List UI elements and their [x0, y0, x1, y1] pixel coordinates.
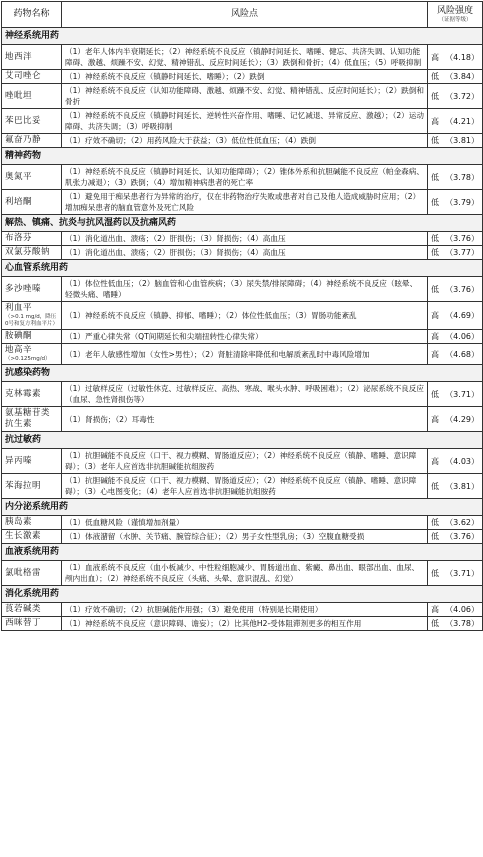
drug-name: 多沙唑嗪: [5, 283, 42, 294]
risk-level-cell: [428, 134, 483, 148]
risk-score: （3.78）: [445, 619, 479, 628]
table-row: [2, 302, 483, 330]
drug-dose-note: （>0.125mg/d）: [5, 356, 51, 362]
risk-level: 低: [431, 197, 439, 207]
drug-name: 胰岛素: [5, 517, 33, 527]
risk-points: （1）严重心律失常（QT间期延长和尖端扭转性心律失常）: [62, 330, 428, 344]
risk-level: 高: [431, 414, 439, 424]
risk-points: （1）神经系统不良反应（镇静时间延长、嗜睡）；（2）跌倒: [62, 70, 428, 84]
category-row: [2, 148, 483, 165]
drug-name-cell: [2, 382, 62, 407]
risk-score: （4.06）: [445, 605, 479, 614]
risk-points: （1）过敏样反应（过敏性休克、过敏样反应、高热、寒战、喉头水肿、呼吸困难）；（2）泌尿系统不良反应（血尿、急性肾损伤等）: [62, 382, 428, 407]
risk-score: （3.71）: [445, 568, 479, 578]
category-row: [2, 215, 483, 232]
table-row: [2, 530, 483, 544]
table-row: [2, 516, 483, 530]
table-row: [2, 344, 483, 365]
risk-level: 高: [431, 332, 439, 341]
category-row: [2, 28, 483, 45]
drug-name-cell: [2, 516, 62, 530]
risk-level: 低: [431, 532, 439, 541]
risk-level: 低: [431, 619, 439, 628]
risk-score: （3.78）: [445, 172, 479, 182]
table-row: [2, 134, 483, 148]
drug-name-cell: [2, 190, 62, 215]
table-row: [2, 109, 483, 134]
risk-level: 低: [431, 91, 439, 101]
drug-name-cell: [2, 246, 62, 260]
risk-points: （1）神经系统不良反应（镇静时间延长、逆转性兴奋作用、嗜睡、记忆减退、异常反应、激越）；（2）运动障碍、共济失调；（3）呼吸抑制: [62, 109, 428, 134]
risk-points: （1）消化道出血、溃疡；（2）肝损伤；（3）肾损伤；（4）高血压: [62, 232, 428, 246]
risk-level: 低: [431, 568, 439, 578]
category-title: 抗感染药物: [2, 365, 483, 382]
table-row: [2, 45, 483, 70]
risk-points: （1）血液系统不良反应（血小板减少、中性粒细胞减少、胃肠道出血、紫癜、鼻出血、眼部出血、血尿、颅内出血）；（2）神经系统不良反应（头痛、头晕、意识混乱、幻觉）: [62, 561, 428, 586]
risk-points: （1）疗效不确切；（2）用药风险大于获益；（3）低位性低血压；（4）跌倒: [62, 134, 428, 148]
risk-level-cell: [428, 190, 483, 215]
risk-level-cell: [428, 474, 483, 499]
risk-level: 低: [431, 248, 439, 257]
risk-points: （1）老年人体内半衰期延长；（2）神经系统不良反应（镇静时间延长、嗜睡、健忘、共济失调、认知功能障碍、激越、烦躁不安、幻觉、精神错乱、反应时间延长）；（3）跌倒和骨折；（4）低血压；（5）呼吸抑制: [62, 45, 428, 70]
drug-name-cell: [2, 530, 62, 544]
table-row: [2, 190, 483, 215]
risk-points: （1）神经系统不良反应（镇静、抑郁、嗜睡）；（2）体位性低血压；（3）胃肠功能紊乱: [62, 302, 428, 330]
risk-score: （3.76）: [445, 532, 479, 541]
category-row: [2, 365, 483, 382]
drug-name: 地高辛: [5, 345, 33, 355]
risk-points: （1）老年人敏感性增加（女性>男性）；（2）肾脏清除率降低和电解质紊乱时中毒风险增加: [62, 344, 428, 365]
category-row: [2, 260, 483, 277]
category-row: [2, 432, 483, 449]
risk-points: （1）体液潴留（水肿、关节痛、腕管综合征）；（2）男子女性型乳房；（3）空腹血糖受损: [62, 530, 428, 544]
risk-level: 低: [431, 518, 439, 527]
risk-level-cell: [428, 382, 483, 407]
drug-name-cell: [2, 232, 62, 246]
risk-score: （4.18）: [445, 52, 479, 62]
drug-name-cell: [2, 407, 62, 432]
table-row: [2, 277, 483, 302]
header-drug-name: 药物名称: [2, 2, 62, 28]
drug-name: 苯巴比妥: [5, 115, 42, 126]
table-row: [2, 232, 483, 246]
table-row: [2, 165, 483, 190]
risk-level: 低: [431, 136, 439, 145]
drug-name-cell: [2, 70, 62, 84]
risk-level-cell: [428, 84, 483, 109]
risk-level: 低: [431, 481, 439, 491]
category-row: [2, 586, 483, 603]
risk-level-cell: [428, 516, 483, 530]
category-row: [2, 499, 483, 516]
drug-name: 氯吡格雷: [5, 567, 42, 578]
category-title: 解热、镇痛、抗炎与抗风湿药以及抗痛风药: [2, 215, 483, 232]
risk-points: （1）神经系统不良反应（意识障碍、谵妄）；（2）比其他H2-受体阻滞剂更多的相互作用: [62, 617, 428, 631]
risk-level: 高: [431, 456, 439, 466]
category-row: [2, 544, 483, 561]
table-row: [2, 382, 483, 407]
risk-level: 高: [431, 311, 439, 320]
table-row: [2, 617, 483, 631]
drug-name: 西咪替丁: [5, 618, 42, 628]
risk-score: （4.69）: [445, 311, 479, 320]
risk-score: （4.29）: [445, 414, 479, 424]
drug-name-cell: [2, 474, 62, 499]
drug-name: 胺碘酮: [5, 331, 33, 341]
drug-name: 艾司唑仑: [5, 71, 42, 81]
risk-level-cell: [428, 561, 483, 586]
risk-points: （1）消化道出血、溃疡；（2）肝损伤；（3）肾损伤；（4）高血压: [62, 246, 428, 260]
risk-score: （4.21）: [445, 116, 479, 126]
risk-level: 高: [431, 52, 439, 62]
risk-level: 低: [431, 72, 439, 81]
risk-score: （3.81）: [445, 481, 479, 491]
risk-level-cell: [428, 232, 483, 246]
risk-level-cell: [428, 302, 483, 330]
risk-score: （3.76）: [445, 284, 479, 294]
table-row: [2, 561, 483, 586]
drug-name-cell: [2, 330, 62, 344]
drug-name: 唑吡坦: [5, 90, 33, 101]
risk-score: （3.79）: [445, 197, 479, 207]
risk-level: 高: [431, 349, 439, 359]
drug-name: 克林霉素: [5, 388, 42, 399]
risk-points: （1）体位性低血压；（2）脑血管和心血管疾病；（3）尿失禁/排尿障碍；（4）神经系统不良反应（眩晕、轻微头痛、嗜睡）: [62, 277, 428, 302]
drug-name-cell: [2, 277, 62, 302]
header-risk-level-sub: （证据等级）: [438, 16, 472, 23]
risk-level: 高: [431, 116, 439, 126]
risk-points: （1）避免用于痴呆患者行为异常的治疗，仅在非药物治疗失败或患者对自己及他人造成威胁时应用；（2）增加痴呆患者的脑血管意外及死亡风险: [62, 190, 428, 215]
table-row: [2, 474, 483, 499]
category-title: 血液系统用药: [2, 544, 483, 561]
risk-points: （1）肾损伤；（2）耳毒性: [62, 407, 428, 432]
table-row: [2, 407, 483, 432]
risk-level-cell: [428, 407, 483, 432]
risk-level: 高: [431, 605, 439, 614]
category-title: 心血管系统用药: [2, 260, 483, 277]
risk-score: （4.68）: [445, 349, 479, 359]
risk-level-cell: [428, 165, 483, 190]
drug-name-cell: [2, 344, 62, 365]
risk-score: （3.71）: [445, 389, 479, 399]
drug-name-cell: [2, 302, 62, 330]
header-risk-level-label: 风险强度: [436, 5, 473, 16]
drug-name: 生长激素: [5, 531, 42, 541]
drug-name: 地西泮: [5, 51, 33, 62]
risk-points: （1）抗胆碱能不良反应（口干、视力模糊、胃肠道反应）；（2）神经系统不良反应（镇静、嗜睡、意识障碍）；（3）心电图变化；（4）老年人应首选非抗胆碱能抗组胺药: [62, 474, 428, 499]
risk-score: （3.77）: [445, 248, 479, 257]
drug-name: 氟奋乃静: [5, 135, 42, 145]
risk-level: 低: [431, 234, 439, 243]
drug-name-cell: [2, 109, 62, 134]
table-row: [2, 84, 483, 109]
table-header-row: [2, 2, 483, 28]
drug-name: 奥氮平: [5, 171, 33, 182]
risk-level-cell: [428, 45, 483, 70]
risk-level-cell: [428, 277, 483, 302]
drug-name: 氨基糖苷类抗生素: [5, 408, 51, 429]
table-row: [2, 449, 483, 474]
risk-level: 低: [431, 389, 439, 399]
risk-level-cell: [428, 603, 483, 617]
table-row: [2, 330, 483, 344]
risk-score: （4.06）: [445, 332, 479, 341]
risk-points: （1）低血糖风险（谨慎增加剂量）: [62, 516, 428, 530]
drug-name-cell: [2, 165, 62, 190]
category-title: 精神药物: [2, 148, 483, 165]
risk-level-cell: [428, 246, 483, 260]
risk-score: （4.03）: [445, 456, 479, 466]
drug-name-cell: [2, 84, 62, 109]
drug-name: 双氯芬酸钠: [5, 247, 51, 257]
risk-score: （3.62）: [445, 518, 479, 527]
drug-name: 利血平: [5, 303, 33, 313]
drug-name: 利培酮: [5, 196, 33, 207]
risk-points: （1）神经系统不良反应（认知功能障碍、激越、烦躁不安、幻觉、精神错乱、反应时间延长）；（2）跌倒和骨折: [62, 84, 428, 109]
risk-level-cell: [428, 109, 483, 134]
risk-level-cell: [428, 70, 483, 84]
risk-table: [1, 1, 483, 631]
drug-name-cell: [2, 134, 62, 148]
drug-name-cell: [2, 561, 62, 586]
risk-level-cell: [428, 344, 483, 365]
drug-name: 异丙嗪: [5, 455, 33, 466]
category-title: 神经系统用药: [2, 28, 483, 45]
risk-level-cell: [428, 449, 483, 474]
category-title: 内分泌系统用药: [2, 499, 483, 516]
risk-score: （3.72）: [445, 91, 479, 101]
risk-score: （3.76）: [445, 234, 479, 243]
risk-points: （1）疗效不确切；（2）抗胆碱能作用强；（3）避免使用（特别是长期使用）: [62, 603, 428, 617]
drug-name-cell: [2, 449, 62, 474]
drug-name: 苯海拉明: [5, 480, 42, 491]
drug-name-cell: [2, 45, 62, 70]
drug-name: 莨菪碱类: [5, 604, 42, 614]
risk-points: （1）神经系统不良反应（镇静时间延长、认知功能障碍）；（2）锥体外系和抗胆碱能不良反应（帕金森病、肌张力减退）；（3）跌倒；（4）增加精神病患者的死亡率: [62, 165, 428, 190]
risk-points: （1）抗胆碱能不良反应（口干、视力模糊、胃肠道反应）；（2）神经系统不良反应（镇静、嗜睡、意识障碍）；（3）老年人应首选非抗胆碱能抗组胺药: [62, 449, 428, 474]
drug-name: 布洛芬: [5, 233, 33, 243]
header-risk-points: 风险点: [62, 2, 428, 28]
table-row: [2, 70, 483, 84]
risk-level-cell: [428, 330, 483, 344]
risk-level-cell: [428, 530, 483, 544]
risk-level: 低: [431, 172, 439, 182]
category-title: 消化系统用药: [2, 586, 483, 603]
drug-name-cell: [2, 603, 62, 617]
category-title: 抗过敏药: [2, 432, 483, 449]
table-row: [2, 246, 483, 260]
risk-level: 低: [431, 284, 439, 294]
table-row: [2, 603, 483, 617]
risk-level-cell: [428, 617, 483, 631]
drug-name-cell: [2, 617, 62, 631]
drug-dose-note: （>0.1 mg/d，降压0号和复方利血平片）: [5, 314, 58, 327]
risk-score: （3.84）: [445, 72, 479, 81]
header-risk-level: [428, 2, 483, 28]
risk-score: （3.81）: [445, 136, 479, 145]
